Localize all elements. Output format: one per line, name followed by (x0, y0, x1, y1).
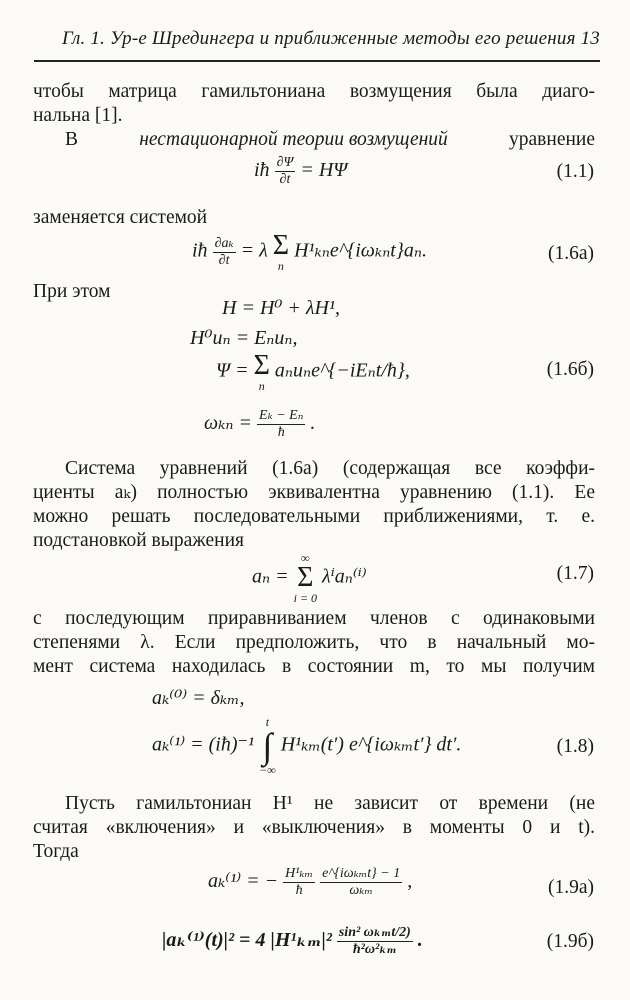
text-line: считая «включения» и «выключения» в моменты 0 и t). (33, 817, 595, 838)
equation-1-1 (254, 155, 347, 188)
running-header: Гл. 1. Ур-е Шредингера и приближенные методы его решения 13 (61, 28, 600, 49)
sum-index: n (258, 379, 265, 393)
text-line: заменяется системой (33, 207, 208, 228)
text-fragment: уравнение (509, 129, 595, 150)
eq-term: iħ (192, 239, 208, 262)
equation-number: (1.6б) (546, 359, 594, 380)
equation-1-7 (252, 552, 367, 604)
equation-number: (1.7) (556, 563, 594, 584)
integral-upper: t (265, 715, 270, 729)
equation-1-6a (192, 232, 427, 272)
numerator: sin² ωₖₘt/2) (338, 925, 411, 940)
eq-term: λⁱaₙ⁽ⁱ⁾ (322, 565, 367, 588)
fraction (257, 408, 305, 441)
numerator: e^{iωₖₘt} − 1 (322, 866, 401, 881)
text-line: Тогда (33, 841, 79, 862)
integral: t ∫ −∞ (259, 715, 276, 777)
equation-number: (1.9а) (547, 877, 594, 898)
fraction (213, 236, 236, 269)
eq-term: aₖ⁽¹⁾ = (iħ)⁻¹ (152, 733, 255, 756)
summation: Σ n (272, 230, 290, 273)
text-line: циенты aₖ) полностью эквивалентна уравнению (1.1). Ее (33, 482, 595, 503)
denominator: ∂t (218, 252, 230, 268)
numerator: Eₖ − Eₙ (259, 408, 304, 423)
equation-1-8-a: aₖ⁽⁰⁾ = δₖₘ, (152, 687, 245, 709)
sum-upper: ∞ (301, 551, 310, 565)
eq-term: H¹ₖₘ(t′) e^{iωₖₘt′} dt′. (280, 733, 462, 756)
eq-term: aₙuₙe^{−iEₙt/ħ}, (274, 359, 410, 382)
eq-term: , (407, 870, 413, 893)
eq-term: iħ (254, 159, 270, 182)
text-line: нальна [1]. (33, 105, 123, 126)
denominator: ωₖₘ (349, 883, 373, 898)
eq-term: = λ (240, 239, 268, 262)
sum-index: n (277, 259, 284, 273)
equation-1-9b (162, 925, 423, 958)
text-line: чтобы матрица гамильтониана возмущения была диаго- (33, 81, 595, 102)
text-line: подстановкой выражения (33, 530, 244, 551)
text-line (65, 128, 595, 152)
integral-lower: −∞ (259, 763, 276, 777)
equation-number: (1.8) (556, 736, 594, 757)
text-line: можно решать последовательными приближениями, т. е. (33, 506, 595, 527)
sum-index: i = 0 (293, 591, 318, 605)
fraction (320, 866, 402, 899)
text-line: мент система находилась в состоянии m, то мы получим (33, 656, 595, 677)
eq-term: aₖ⁽¹⁾ = − (208, 870, 279, 893)
text-fragment: В (65, 129, 79, 150)
eq-term: H¹ₖₙe^{iωₖₙt}aₙ. (294, 239, 427, 262)
eq-term: Ψ = (216, 359, 249, 382)
equation-number: (1.9б) (546, 931, 594, 952)
denominator: ∂t (279, 172, 291, 187)
equation-psi (216, 352, 410, 392)
numerator: H¹ₖₘ (285, 866, 314, 881)
header-rule (34, 60, 600, 62)
eq-term: . (310, 412, 316, 435)
eq-term: |aₖ⁽¹⁾(t)|² = 4 |H¹ₖₘ|² (162, 929, 332, 952)
denominator: ħ (277, 425, 285, 440)
denominator: ħ²ω²ₖₘ (352, 942, 397, 957)
equation-number: (1.1) (556, 161, 594, 182)
emphasized-term: нестационарной теории возмущений (139, 129, 448, 150)
fraction (283, 866, 315, 899)
denominator: ħ (295, 883, 303, 898)
eq-term: aₙ = (252, 565, 289, 588)
equation-omega (204, 408, 315, 441)
fraction (275, 155, 296, 188)
equation-H: H = H⁰ + λH¹, (222, 297, 340, 319)
text-line: Система уравнений (1.6а) (содержащая все коэффи- (65, 458, 595, 479)
eq-term: . (417, 929, 423, 952)
eq-term: = HΨ (300, 159, 348, 182)
summation: ∞ Σ i = 0 (293, 551, 318, 605)
equation-H0: H⁰uₙ = Eₙuₙ, (190, 327, 298, 349)
numerator: ∂aₖ (214, 235, 234, 251)
eq-term: ωₖₙ = (204, 412, 253, 435)
text-line: степенями λ. Если предположить, что в начальный мо- (33, 632, 595, 653)
fraction (337, 925, 413, 958)
text-line: с последующим приравниванием членов с одинаковыми (33, 608, 595, 629)
numerator: ∂Ψ (276, 155, 294, 170)
text-line: Пусть гамильтониан H¹ не зависит от времени (не (65, 793, 595, 814)
equation-number: (1.6а) (547, 243, 594, 264)
summation: Σ n (253, 350, 270, 393)
equation-1-8-b (152, 716, 461, 776)
equation-1-9a (208, 866, 412, 899)
text-line: При этом (33, 281, 111, 302)
